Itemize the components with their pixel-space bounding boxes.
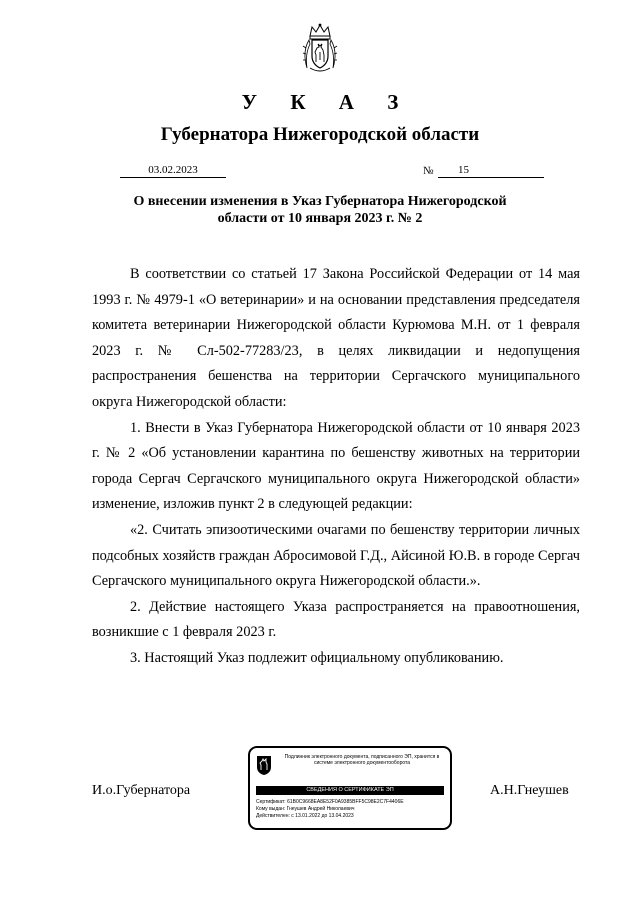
stamp-header: Подлинник электронного документа, подписанного ЭП, хранится в системе электронного документооборота bbox=[284, 754, 440, 766]
stamp-validity: Действителен: с 13.01.2022 до 13.04.2023 bbox=[256, 813, 354, 819]
signatory-name: А.Н.Гнеушев bbox=[490, 783, 569, 798]
document-date: 03.02.2023 bbox=[120, 163, 226, 178]
paragraph-item-1: 1. Внести в Указ Губернатора Нижегородской области от 10 января 2023 г. № 2 «Об установлении карантина по бешенству животных на территории города Сергач Сергачского муниципального округа Нижегородской области» изменение, изложив пункт 2 в следующей редакции: bbox=[92, 419, 580, 513]
stamp-certificate: Сертификат: 61B0C9668EA8E52F0A9385BFF5C98E2C7F4406E bbox=[256, 799, 404, 805]
document-body bbox=[92, 262, 580, 672]
paragraph-item-3: 3. Настоящий Указ подлежит официальному опубликованию. bbox=[130, 649, 504, 666]
region-emblem-icon bbox=[256, 754, 272, 776]
paragraph-item-2: 2. Действие настоящего Указа распространяется на правоотношения, возникшие с 1 февраля 2023 г. bbox=[92, 598, 580, 641]
e-signature-stamp bbox=[248, 746, 452, 830]
coat-of-arms-icon bbox=[301, 22, 339, 74]
heading-line-1: О внесении изменения в Указ Губернатора Нижегородской bbox=[133, 194, 507, 209]
heading-line-2: области от 10 января 2023 г. № 2 bbox=[217, 211, 423, 226]
paragraph-preamble: В соответствии со статьей 17 Закона Российской Федерации от 14 мая 1993 г. № 4979-1 «О ветеринарии» и на основании представления председателя комитета ветеринарии Нижегородской области Курюмова М.Н. от 1 февраля 2023 г. № Сл-502-77283/23, в целях ликвидации и недопущения распространения бешенства на территории Сергачского муниципального округа Нижегородской области: bbox=[92, 266, 580, 410]
signatory-position: И.о.Губернатора bbox=[92, 783, 191, 798]
stamp-title: СВЕДЕНИЯ О СЕРТИФИКАТЕ ЭП bbox=[256, 786, 444, 795]
document-type-title: У К А З bbox=[241, 90, 413, 114]
paragraph-quote: «2. Считать эпизоотическими очагами по бешенству территории личных подсобных хозяйств граждан Абросимовой Г.Д., Айсиной Ю.В. в городе Сергач Сергачского муниципального округа Нижегородской области.». bbox=[92, 521, 580, 590]
document-number bbox=[438, 163, 544, 178]
issuer-title: Губернатора Нижегородской области bbox=[160, 124, 480, 145]
number-sign: № bbox=[423, 165, 434, 177]
stamp-owner: Кому выдан: Гнеушев Андрей Николаевич bbox=[256, 806, 355, 812]
document-number-value: 15 bbox=[458, 164, 469, 176]
stamp-details bbox=[256, 799, 446, 820]
document-heading bbox=[110, 193, 530, 227]
